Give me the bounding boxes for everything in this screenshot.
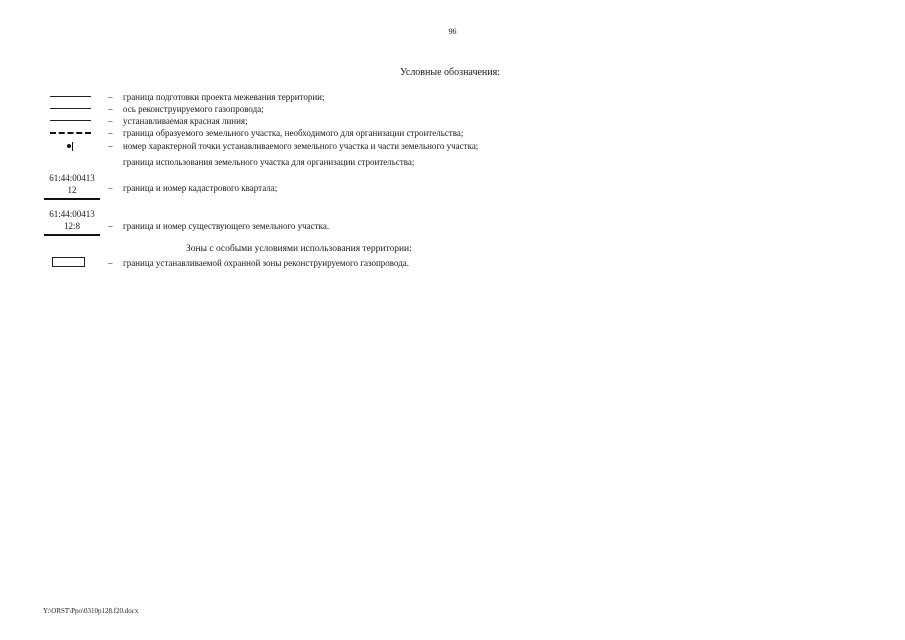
quarter-code-bottom: 12 — [67, 185, 77, 195]
file-path-footer: Y:\ORST\Ppo\0310p128.f20.docx — [43, 607, 139, 615]
dashed-line-symbol — [50, 127, 91, 139]
legend-text: граница использования земельного участка для организации строительства; — [123, 157, 415, 167]
solid-line-symbol — [50, 115, 91, 127]
legend-row-survey-boundary — [0, 91, 905, 103]
legend-text: ось реконструируемого газопровода; — [123, 104, 264, 114]
legend-row-point-number — [0, 140, 905, 152]
rectangle-symbol — [52, 257, 93, 269]
parcel-underline — [44, 234, 100, 236]
legend-title: Условные обозначения: — [400, 67, 501, 78]
solid-line-symbol — [50, 91, 91, 103]
quarter-underline — [44, 198, 100, 200]
solid-line-symbol — [50, 103, 91, 115]
legend-text: граница образуемого земельного участка, необходимого для организации строительства; — [123, 128, 464, 138]
legend-row-parcel — [0, 220, 905, 232]
legend-dash: – — [108, 128, 113, 138]
legend-text: граница и номер кадастрового квартала; — [123, 183, 278, 193]
legend-text: граница и номер существующего земельного участка. — [123, 221, 330, 231]
legend-text: устанавливаемая красная линия; — [123, 116, 248, 126]
legend-dash: – — [108, 116, 113, 126]
legend-dash: – — [108, 221, 113, 231]
legend-row-protection-zone — [0, 257, 905, 269]
page-number: 96 — [448, 27, 457, 36]
legend-dash: – — [108, 183, 113, 193]
legend-row-formed-parcel — [0, 127, 905, 139]
legend-text: граница подготовки проекта межевания территории; — [123, 92, 325, 102]
zones-title: Зоны с особыми условиями использования территории: — [186, 244, 412, 254]
quarter-code-top: 61:44:00413 — [49, 173, 95, 183]
legend-dash: – — [108, 258, 113, 268]
legend-row-quarter — [0, 182, 905, 194]
point-marker-symbol — [50, 140, 91, 152]
legend-dash: – — [108, 104, 113, 114]
parcel-code-bottom: 12:8 — [63, 221, 80, 231]
legend-row-construction-use — [0, 156, 905, 168]
legend-dash: – — [108, 141, 113, 151]
legend-row-red-line — [0, 115, 905, 127]
parcel-code-top: 61:44:00413 — [49, 209, 95, 219]
legend-text: граница устанавливаемой охранной зоны реконструируемого газопровода. — [123, 258, 410, 268]
legend-text: номер характерной точки устанавливаемого земельного участка и части земельного участка; — [123, 141, 479, 151]
legend-dash: – — [108, 92, 113, 102]
legend-row-gas-axis — [0, 103, 905, 115]
